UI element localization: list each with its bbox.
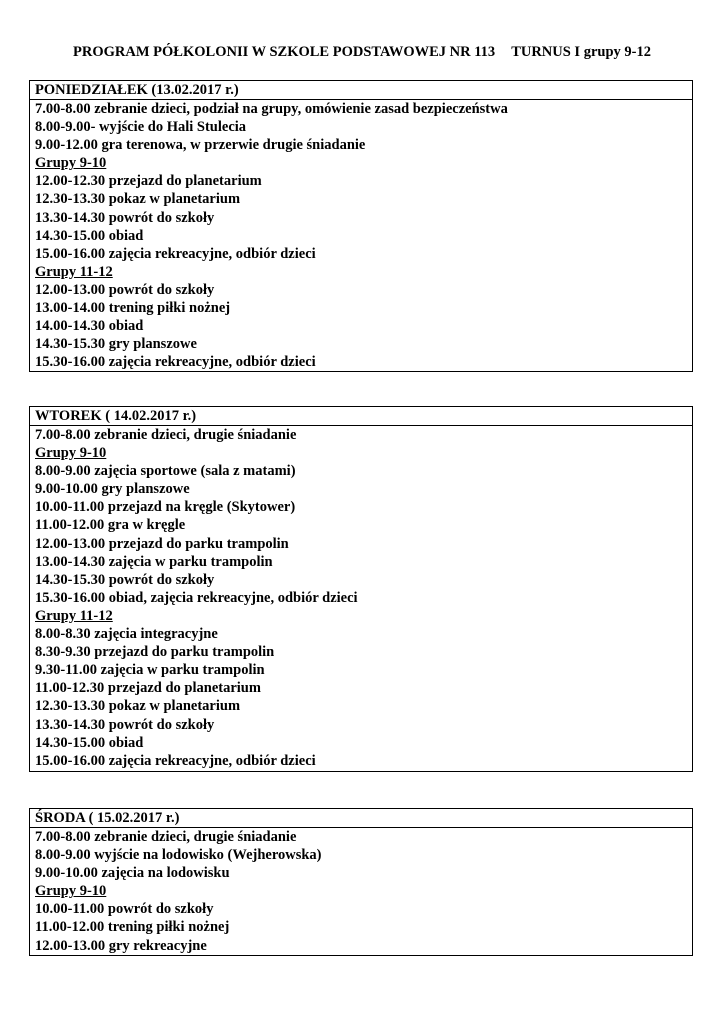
activity-line: 15.30-16.00 obiad, zajęcia rekreacyjne, odbiór dzieci xyxy=(35,589,358,606)
document-title xyxy=(0,44,724,61)
group-heading: Grupy 11-12 xyxy=(35,607,113,624)
activity-line: 8.00-8.30 zajęcia integracyjne xyxy=(35,626,218,643)
activity-line: 15.00-16.00 zajęcia rekreacyjne, odbiór dzieci xyxy=(35,245,316,262)
day-activities xyxy=(30,828,692,955)
title-program: PROGRAM PÓŁKOLONII W SZKOLE PODSTAWOWEJ NR 113 xyxy=(73,44,496,60)
activity-line: 8.00-9.00 wyjście na lodowisko (Wejherowska) xyxy=(35,847,322,864)
activity-line: 11.00-12.00 gra w kręgle xyxy=(35,517,186,534)
activity-line: 7.00-8.00 zebranie dzieci, podział na grupy, omówienie zasad bezpieczeństwa xyxy=(35,101,508,117)
activity-line: 15.30-16.00 zajęcia rekreacyjne, odbiór dzieci xyxy=(35,354,316,371)
activity-line: 12.30-13.30 pokaz w planetarium xyxy=(35,191,241,208)
group-heading: Grupy 9-10 xyxy=(35,445,107,462)
activity-line: 13.30-14.30 powrót do szkoły xyxy=(35,209,215,226)
activity-line: 14.00-14.30 obiad xyxy=(35,318,144,335)
activity-line: 14.30-15.00 obiad xyxy=(35,734,144,751)
activity-line: 11.00-12.00 trening piłki nożnej xyxy=(35,919,230,936)
day-header: ŚRODA ( 15.02.2017 r.) xyxy=(30,809,692,828)
activity-line: 12.00-13.00 gry rekreacyjne xyxy=(35,937,207,954)
day-schedule-monday xyxy=(29,80,693,372)
activity-line: 12.00-13.00 powrót do szkoły xyxy=(35,281,215,298)
activity-line: 7.00-8.00 zebranie dzieci, drugie śniadanie xyxy=(35,829,297,845)
title-turnus: TURNUS I grupy 9-12 xyxy=(511,44,651,60)
day-activities xyxy=(30,100,692,371)
activity-line: 7.00-8.00 zebranie dzieci, drugie śniadanie xyxy=(35,427,297,443)
group-heading: Grupy 9-10 xyxy=(35,883,107,900)
activity-line: 14.30-15.30 powrót do szkoły xyxy=(35,571,215,588)
activity-line: 8.00-9.00- wyjście do Hali Stulecia xyxy=(35,119,247,136)
activity-line: 8.30-9.30 przejazd do parku trampolin xyxy=(35,644,275,661)
activity-line: 9.00-12.00 gra terenowa, w przerwie drugie śniadanie xyxy=(35,137,366,154)
activity-line: 13.00-14.00 trening piłki nożnej xyxy=(35,300,231,317)
activity-line: 13.30-14.30 powrót do szkoły xyxy=(35,716,215,733)
day-activities xyxy=(30,426,692,770)
group-heading: Grupy 9-10 xyxy=(35,155,107,172)
activity-line: 11.00-12.30 przejazd do planetarium xyxy=(35,680,261,697)
activity-line: 9.00-10.00 zajęcia na lodowisku xyxy=(35,865,230,882)
activity-line: 15.00-16.00 zajęcia rekreacyjne, odbiór dzieci xyxy=(35,752,316,769)
activity-line: 10.00-11.00 powrót do szkoły xyxy=(35,901,214,918)
activity-line: 13.00-14.30 zajęcia w parku trampolin xyxy=(35,553,273,570)
group-heading: Grupy 11-12 xyxy=(35,263,113,280)
activity-line: 12.00-13.00 przejazd do parku trampolin xyxy=(35,535,289,552)
activity-line: 9.00-10.00 gry planszowe xyxy=(35,481,190,498)
day-schedule-wednesday xyxy=(29,808,693,956)
day-header: PONIEDZIAŁEK (13.02.2017 r.) xyxy=(30,81,692,100)
day-header: WTOREK ( 14.02.2017 r.) xyxy=(30,407,692,426)
activity-line: 10.00-11.00 przejazd na kręgle (Skytower) xyxy=(35,499,296,516)
activity-line: 14.30-15.00 obiad xyxy=(35,227,144,244)
activity-line: 12.00-12.30 przejazd do planetarium xyxy=(35,173,262,190)
activity-line: 9.30-11.00 zajęcia w parku trampolin xyxy=(35,662,265,679)
activity-line: 12.30-13.30 pokaz w planetarium xyxy=(35,698,241,715)
activity-line: 8.00-9.00 zajęcia sportowe (sala z matami) xyxy=(35,463,296,480)
activity-line: 14.30-15.30 gry planszowe xyxy=(35,336,197,353)
day-schedule-tuesday xyxy=(29,406,693,772)
